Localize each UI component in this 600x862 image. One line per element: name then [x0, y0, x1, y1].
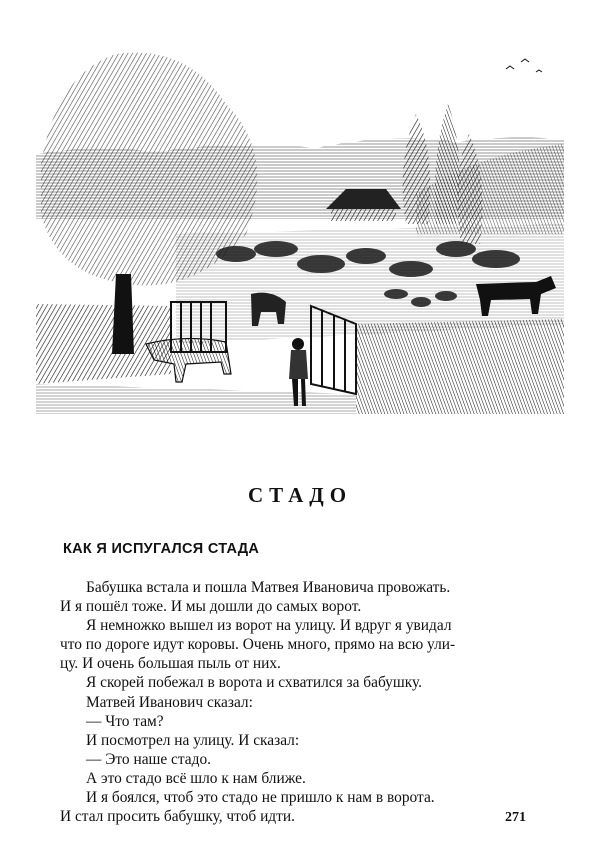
- chapter-title: СТАДО: [247, 483, 353, 507]
- text-line: что по дороге идут коровы. Очень много, прямо на всю ули-: [60, 636, 456, 654]
- story-title: КАК Я ИСПУГАЛСЯ СТАДА: [63, 541, 260, 557]
- text-line: И посмотрел на улицу. И сказал:: [86, 731, 300, 749]
- story-text: [60, 578, 542, 826]
- text-line: А это стадо всё шло к нам ближе.: [86, 769, 306, 787]
- text-line: И я пошёл тоже. И мы дошли до самых ворот.: [60, 598, 362, 616]
- text-line: И стал просить бабушку, чтоб идти.: [60, 808, 295, 826]
- page-number: 271: [505, 810, 526, 825]
- text-line: — Это наше стадо.: [86, 750, 212, 768]
- text-line: — Что там?: [86, 712, 164, 730]
- text-line: И я боялся, чтоб это стадо не пришло к нам в ворота.: [86, 789, 435, 807]
- text-line: Бабушка встала и пошла Матвея Ивановича провожать.: [86, 579, 451, 596]
- text-line: Я скорей побежал в ворота и схватился за бабушку.: [86, 674, 422, 692]
- text-line: цу. И очень большая пыль от них.: [60, 655, 281, 673]
- illustration-herd-at-gate: [36, 44, 564, 414]
- text-line: Матвей Иванович сказал:: [86, 693, 253, 711]
- text-line: Я немножко вышел из ворот на улицу. И вдруг я увидал: [86, 617, 452, 635]
- herd-engraving: [36, 44, 564, 414]
